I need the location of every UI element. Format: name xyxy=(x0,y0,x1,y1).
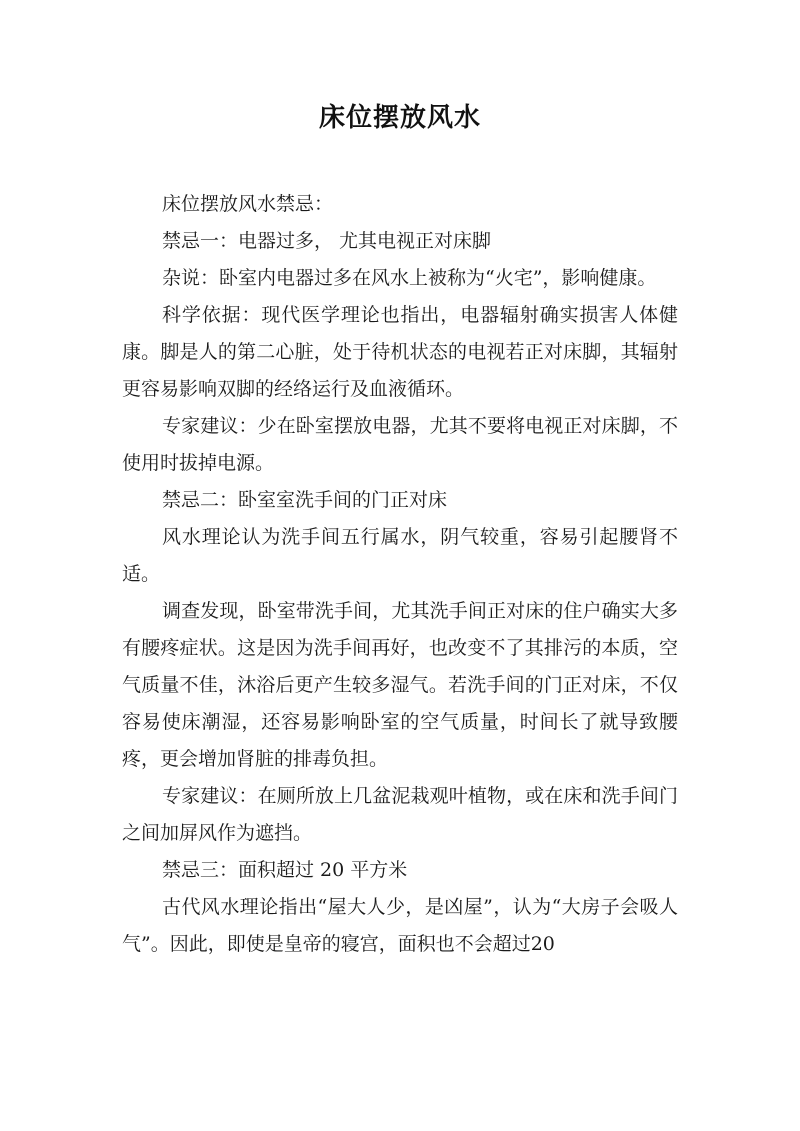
paragraph-expert-advice-two: 专家建议：在厕所放上几盆泥栽观叶植物，或在床和洗手间门之间加屏风作为遮挡。 xyxy=(122,785,678,844)
paragraph-fengshui-theory: 风水理论认为洗手间五行属水，阴气较重，容易引起腰肾不适。 xyxy=(122,526,678,585)
paragraph-scientific-basis: 科学依据：现代医学理论也指出，电器辐射确实损害人体健康。脚是人的第二心脏，处于待机状态的电视若正对床脚，其辐射更容易影响双脚的经络运行及血液循环。 xyxy=(122,304,678,400)
paragraph-taboo-two: 禁忌二：卧室室洗手间的门正对床 xyxy=(162,489,448,511)
page-title: 床位摆放风水 xyxy=(318,103,481,133)
paragraph-saying: 杂说：卧室内电器过多在风水上被称为“火宅”，影响健康。 xyxy=(162,267,657,289)
paragraph-taboo-heading: 床位摆放风水禁忌： xyxy=(162,193,334,215)
paragraph-expert-advice-one: 专家建议：少在卧室摆放电器，尤其不要将电视正对床脚，不使用时拔掉电源。 xyxy=(122,415,678,474)
paragraph-ancient-theory: 古代风水理论指出“屋大人少，是凶屋”，认为“大房子会吸人气”。因此，即使是皇帝的寝宫，面积也不会超过20 xyxy=(122,896,678,955)
paragraph-taboo-one: 禁忌一：电器过多， 尤其电视正对床脚 xyxy=(162,230,492,252)
document-body xyxy=(122,186,678,963)
paragraph-taboo-three: 禁忌三：面积超过 20 平方米 xyxy=(162,859,408,881)
paragraph-survey: 调查发现，卧室带洗手间，尤其洗手间正对床的住户确实大多有腰疼症状。这是因为洗手间再好，也改变不了其排污的本质，空气质量不佳，沐浴后更产生较多湿气。若洗手间的门正对床，不仅容易使床潮湿，还容易影响卧室的空气质量，时间长了就导致腰疼，更会增加肾脏的排毒负担。 xyxy=(122,600,678,770)
